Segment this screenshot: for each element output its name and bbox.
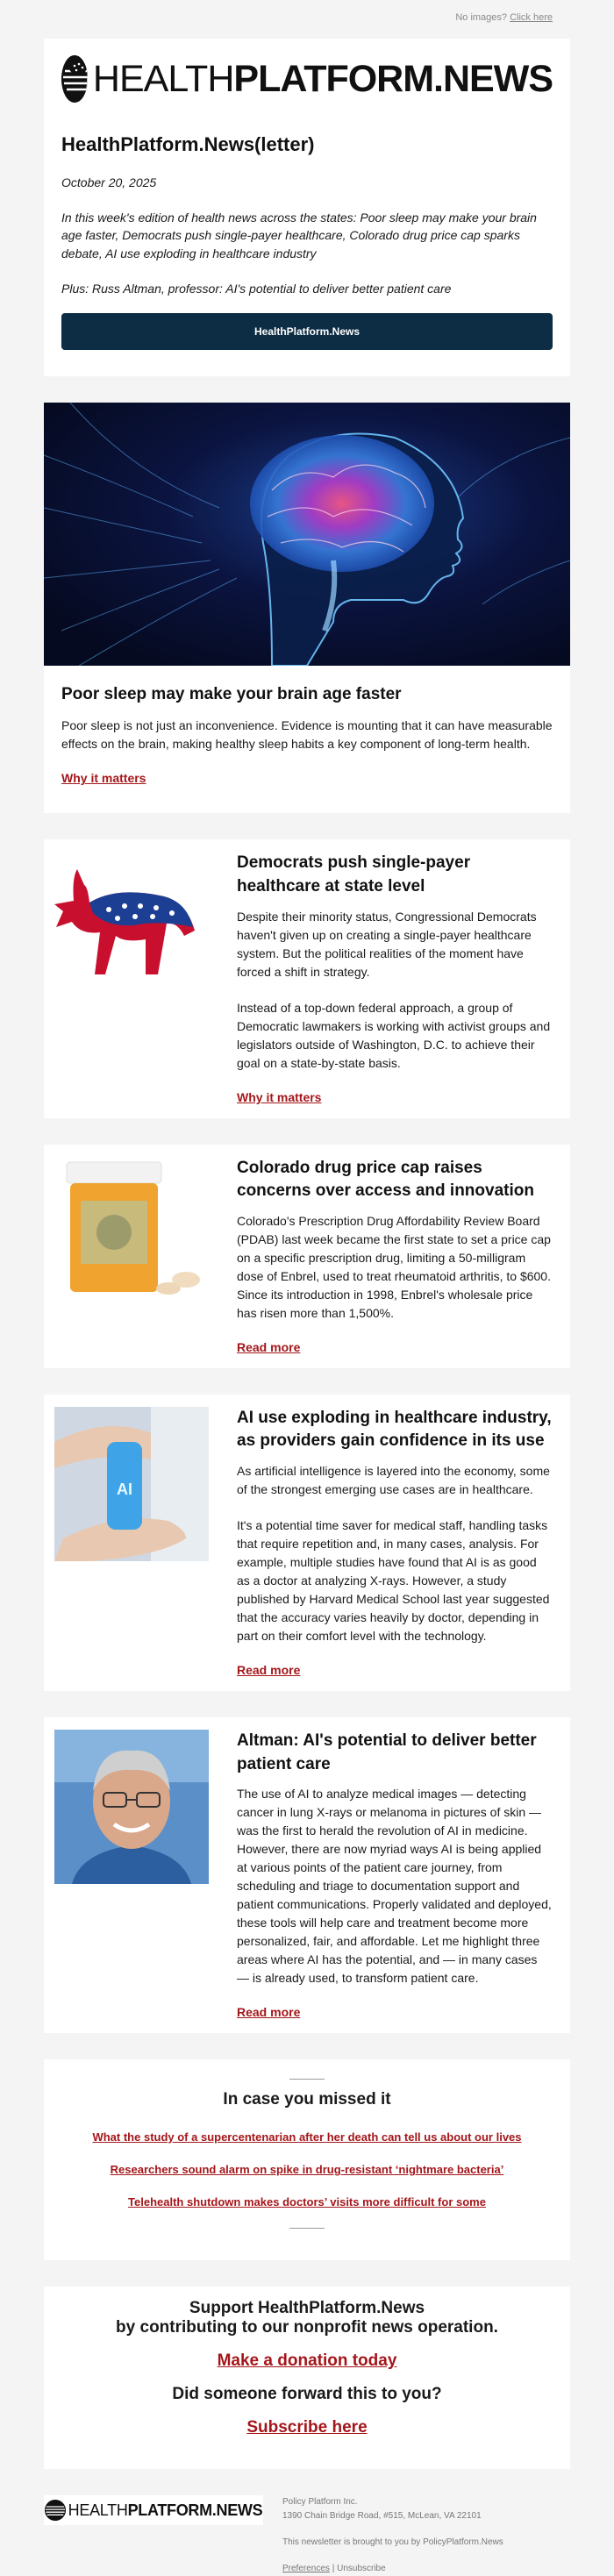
in-case-you-missed-it	[44, 2059, 570, 2260]
altman-read-more-link[interactable]: Read more	[237, 2005, 301, 2020]
footer-separator: |	[332, 2564, 335, 2574]
flag-globe-icon	[61, 55, 88, 103]
donate-link[interactable]: Make a donation today	[217, 2351, 397, 2371]
divider-top	[289, 2079, 325, 2080]
subscribe-link[interactable]: Subscribe here	[246, 2418, 368, 2437]
footer-brand-light: HEALTH	[68, 2501, 128, 2520]
single-payer-p1: Despite their minority status, Congressional Democrats haven't given up on creating a single-payer healthcare system. But the political realities of the moment have forced a shift in strategy.	[237, 909, 537, 979]
footer-logo[interactable]	[44, 2495, 263, 2525]
sleep-title: Poor sleep may make your brain age faster	[61, 684, 402, 703]
colorado-title: Colorado drug price cap raises concerns over access and innovation	[237, 1158, 534, 1201]
ai-image-label: AI	[117, 1480, 132, 1498]
newsletter-intro: In this week's edition of health news across the states: Poor sleep may make your brain age faster, Democrats push single-payer healthcare, Colorado drug price cap sparks debate, AI use exploding in healthcare industry	[61, 211, 537, 260]
ai-read-more-link[interactable]: Read more	[237, 1663, 301, 1678]
sleep-body: Poor sleep is not just an inconvenience. Evidence is mounting that it can have measurable effects on the brain, making healthy sleep habits a key component of long-term health.	[61, 718, 553, 752]
russ-altman-portrait[interactable]	[54, 1730, 209, 1884]
ai-title: AI use exploding in healthcare industry, as providers gain confidence in its use	[237, 1408, 552, 1451]
header-card	[44, 39, 570, 376]
altman-p1: The use of AI to analyze medical images — detecting cancer in lung X-rays or melanoma in pictures of skin — was the first to herald the revolution of AI in medicine. However, there are now myriad ways AI is being applied at various points of the patient care journey, from scheduling and triage to documentation support and patient communications. Properly validated and deployed, these tools will help care and treatment become more personalized, fair, and affordable. Let me highlight three areas where AI has the potential, and — in many cases — is already used, to transform patient care.	[237, 1787, 552, 1986]
brand-wordmark	[92, 57, 553, 100]
missed-heading: In case you missed it	[223, 2090, 391, 2109]
divider-bottom	[289, 2228, 325, 2229]
preferences-link[interactable]: Preferences	[282, 2564, 330, 2574]
support-section	[44, 2287, 570, 2469]
colorado-p1: Colorado's Prescription Drug Affordability Review Board (PDAB) last week became the first state to set a price cap on a specific prescription drug, limiting a 50-milligram dose of Enbrel, used to treat rheumatoid arthritis, to $600. Since its introduction in 1998, Enbrel's wholesale price has risen more than 1,500%.	[237, 1213, 551, 1320]
missed-link-2[interactable]: Researchers sound alarm on spike in drug-resistant ‘nightmare bacteria’	[110, 2163, 504, 2177]
footer	[44, 2495, 570, 2576]
no-images-bar	[0, 0, 614, 35]
click-here-link[interactable]: Click here	[510, 12, 553, 23]
forward-question: Did someone forward this to you?	[172, 2385, 442, 2404]
newsletter-title: HealthPlatform.News(letter)	[61, 133, 315, 155]
altman-title: Altman: AI's potential to deliver better patient care	[237, 1731, 537, 1773]
article-ai	[44, 1395, 570, 1691]
brand-bold: PLATFORM.NEWS	[233, 57, 553, 100]
footer-brand-bold: PLATFORM.NEWS	[127, 2501, 263, 2520]
newsletter-plus: Plus: Russ Altman, professor: AI's potential to deliver better patient care	[61, 281, 452, 296]
no-images-text: No images?	[455, 12, 508, 23]
article-colorado	[44, 1145, 570, 1368]
ai-p2: It's a potential time saver for medical staff, handling tasks that require repetition and, in many cases, analysis. For example, multiple studies have found that AI is as good as a doctor at analyzing X-rays. However, a study published by Harvard Medical School last year suggested that the accuracy varies heavily by doctor, depending in part on their comfort level with the technology.	[237, 1518, 550, 1644]
single-payer-why-link[interactable]: Why it matters	[237, 1089, 322, 1104]
single-payer-title: Democrats push single-payer healthcare at state level	[237, 853, 471, 896]
ai-p1: As artificial intelligence is layered into the economy, some of the strongest emerging use cases are in healthcare.	[237, 1464, 550, 1497]
pill-bottle-image[interactable]	[54, 1157, 209, 1297]
footer-text	[282, 2495, 503, 2576]
footer-org: Policy Platform Inc.	[282, 2497, 358, 2508]
footer-address: 1390 Chain Bridge Road, #515, McLean, VA 22101	[282, 2511, 482, 2522]
missed-link-3[interactable]: Telehealth shutdown makes doctors’ visits more difficult for some	[128, 2195, 486, 2209]
newsletter-date: October 20, 2025	[61, 175, 157, 189]
article-single-payer	[44, 839, 570, 1117]
support-line1: Support HealthPlatform.News	[189, 2299, 425, 2318]
footer-note: This newsletter is brought to you by PolicyPlatform.News	[282, 2537, 503, 2548]
support-line2: by contributing to our nonprofit news operation.	[116, 2318, 498, 2337]
article-altman	[44, 1717, 570, 2033]
missed-link-1[interactable]: What the study of a supercentenarian after her death can tell us about our lives	[92, 2130, 522, 2144]
article-sleep	[44, 403, 570, 814]
brain-scan-image[interactable]	[44, 403, 570, 666]
footer-flag-globe-icon	[45, 2500, 66, 2521]
footer-wordmark	[68, 2502, 263, 2518]
footer-links	[282, 2562, 503, 2576]
unsubscribe-link[interactable]: Unsubscribe	[337, 2564, 386, 2574]
single-payer-p2: Instead of a top-down federal approach, a group of Democratic lawmakers is working with activist groups and legislators outside of Washington, D.C. to achieve their goal on a state-by-state basis.	[237, 1000, 551, 1070]
site-cta-button[interactable]: HealthPlatform.News	[61, 313, 553, 350]
brand-logo[interactable]	[61, 56, 553, 102]
colorado-read-more-link[interactable]: Read more	[237, 1339, 301, 1354]
ai-hand-image[interactable]	[54, 1407, 209, 1561]
brand-light: HEALTH	[92, 57, 234, 100]
sleep-why-link[interactable]: Why it matters	[61, 771, 146, 786]
democrat-donkey-image[interactable]	[54, 852, 209, 992]
